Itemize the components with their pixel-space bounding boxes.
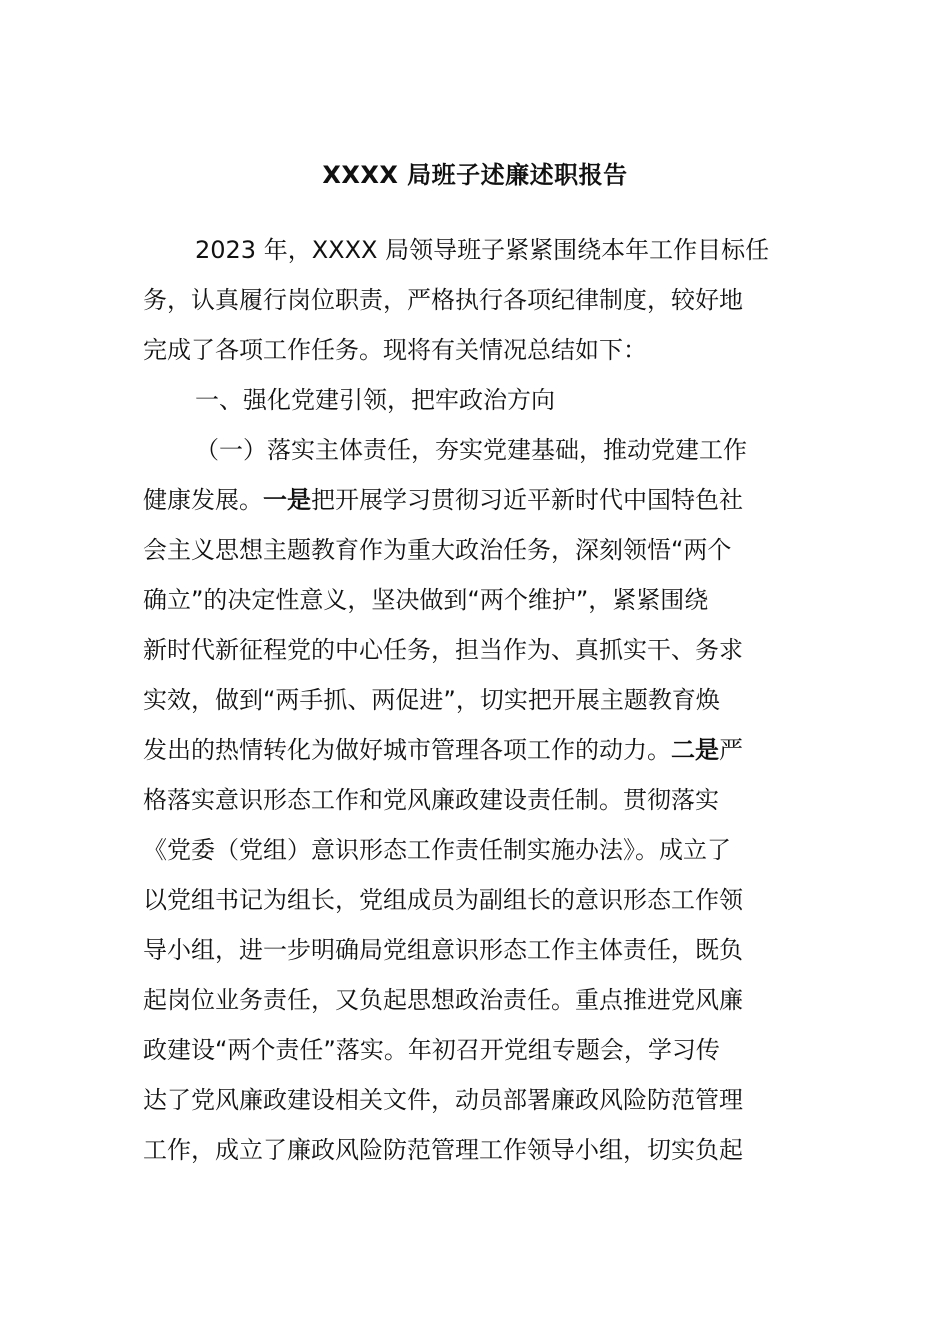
intro-line-1: 2023 年，XXXX 局领导班子紧紧围绕本年工作目标任 bbox=[195, 236, 770, 264]
intro-line-3: 完成了各项工作任务。现将有关情况总结如下： bbox=[143, 336, 647, 364]
paragraph-line bbox=[143, 483, 803, 517]
bold-marker-second: 二是 bbox=[671, 736, 719, 764]
paragraph-line: 导小组，进一步明确局党组意识形态工作主体责任，既负 bbox=[143, 936, 743, 964]
paragraph-line bbox=[143, 733, 803, 767]
paragraph-line: 工作，成立了廉政风险防范管理工作领导小组，切实负起 bbox=[143, 1136, 743, 1164]
paragraph-line: 达了党风廉政建设相关文件，动员部署廉政风险防范管理 bbox=[143, 1086, 743, 1114]
paragraph-line: 格落实意识形态工作和党风廉政建设责任制。贯彻落实 bbox=[143, 786, 719, 814]
paragraph-line: 确立”的决定性意义，坚决做到“两个维护”，紧紧围绕 bbox=[143, 586, 709, 614]
subsection-heading-1: （一）落实主体责任，夯实党建基础，推动党建工作 bbox=[195, 436, 747, 464]
paragraph-line: 实效，做到“两手抓、两促进”，切实把开展主题教育焕 bbox=[143, 686, 720, 714]
document-title: XXXX 局班子述廉述职报告 bbox=[322, 161, 628, 189]
paragraph-line: 会主义思想主题教育作为重大政治任务，深刻领悟“两个 bbox=[143, 536, 732, 564]
paragraph-line: 以党组书记为组长，党组成员为副组长的意识形态工作领 bbox=[143, 886, 743, 914]
paragraph-line: 《党委（党组）意识形态工作责任制实施办法》。成立了 bbox=[143, 836, 731, 864]
section-heading-1: 一、强化党建引领，把牢政治方向 bbox=[195, 386, 555, 414]
paragraph-line: 起岗位业务责任，又负起思想政治责任。重点推进党风廉 bbox=[143, 986, 743, 1014]
intro-line-2: 务，认真履行岗位职责，严格执行各项纪律制度，较好地 bbox=[143, 286, 743, 314]
text-run: 发出的热情转化为做好城市管理各项工作的动力。 bbox=[143, 736, 671, 764]
paragraph-line: 政建设“两个责任”落实。年初召开党组专题会，学习传 bbox=[143, 1036, 720, 1064]
paragraph-line: 新时代新征程党的中心任务，担当作为、真抓实干、务求 bbox=[143, 636, 743, 664]
text-run: 健康发展。 bbox=[143, 486, 263, 514]
text-run: 严 bbox=[719, 736, 743, 764]
bold-marker-first: 一是 bbox=[263, 486, 311, 514]
text-run: 把开展学习贯彻习近平新时代中国特色社 bbox=[311, 486, 743, 514]
